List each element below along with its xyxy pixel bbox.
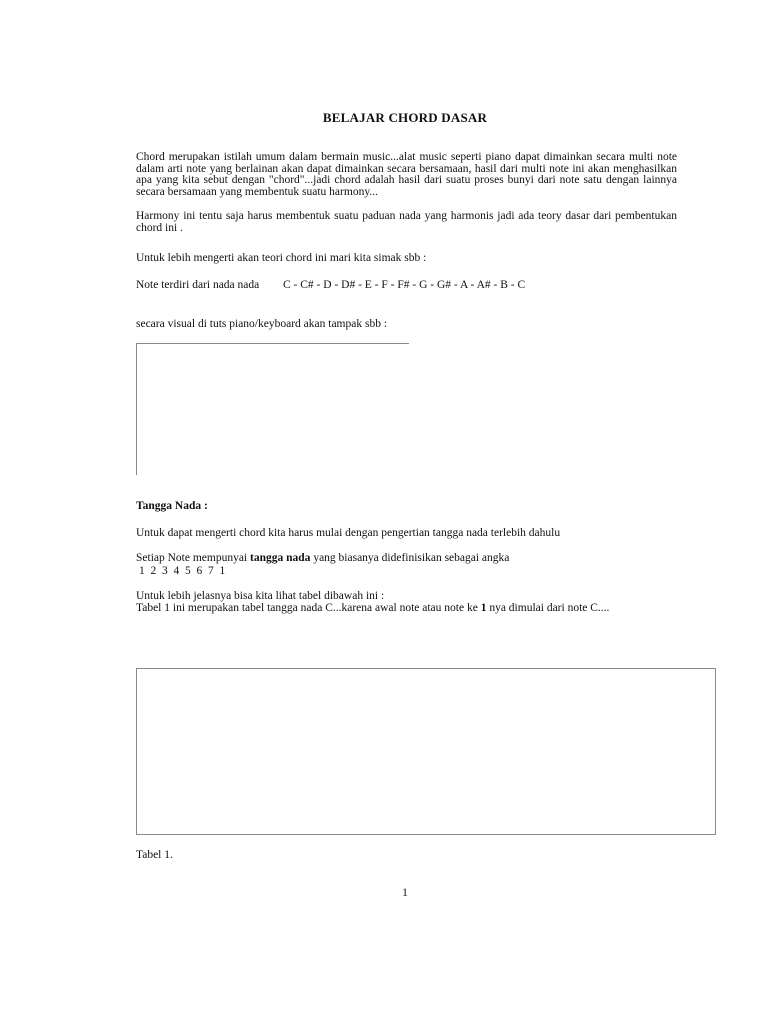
setiap-after: yang biasanya didefinisikan sebagai angka — [310, 552, 510, 564]
piano-keyboard-figure — [136, 343, 409, 475]
table-caption: Tabel 1. — [136, 849, 173, 861]
scale-numbers: 1 2 3 4 5 6 7 1 — [139, 565, 226, 577]
setiap-before: Setiap Note mempunyai — [136, 552, 251, 564]
notes-line — [136, 279, 525, 291]
tangga-nada-intro: Untuk dapat mengerti chord kita harus mulai dengan pengertian tangga nada terlebih dahulu — [136, 527, 561, 539]
tabel-desc-before: Tabel 1 ini merupakan tabel tangga nada C...karena awal note atau note ke — [136, 602, 481, 614]
tangga-nada-heading: Tangga Nada : — [136, 500, 208, 512]
page-title: BELAJAR CHORD DASAR — [322, 110, 488, 125]
jelas-line: Untuk lebih jelasnya bisa kita lihat tabel dibawah ini : — [136, 590, 385, 602]
notes-label: Note terdiri dari nada nada — [136, 279, 260, 291]
intro-paragraph-1: Chord merupakan istilah umum dalam bermain music...alat music seperti piano dapat dimainkan secara multi note dalam arti note yang berlainan akan dapat dimainkan secara bersamaan, hasil dari multi note ini akan menghasilkan apa yang kita sebut dengan "chord"...jadi chord adalah hasil dari suatu proses bunyi dari note satu dengan lainnya secara bersamaan yang membentuk suatu harmony... — [136, 151, 677, 198]
page-number: 1 — [402, 887, 408, 899]
intro-paragraph-2: Harmony ini tentu saja harus membentuk suatu paduan nada yang harmonis jadi ada teory dasar dari pembentukan chord ini . — [136, 210, 677, 234]
setiap-note-line — [136, 552, 509, 564]
tabel-desc-bold: 1 — [480, 602, 487, 614]
tabel-description — [136, 603, 677, 615]
tangga-nada-table-figure — [136, 668, 716, 835]
visual-line: secara visual di tuts piano/keyboard akan tampak sbb : — [136, 318, 388, 330]
tabel-desc-after: nya dimulai dari note C.... — [486, 602, 610, 614]
understand-line: Untuk lebih mengerti akan teori chord ini mari kita simak sbb : — [136, 252, 427, 264]
notes-sequence: C - C# - D - D# - E - F - F# - G - G# - A - A# - B - C — [283, 279, 526, 291]
setiap-bold: tangga nada — [250, 552, 311, 564]
